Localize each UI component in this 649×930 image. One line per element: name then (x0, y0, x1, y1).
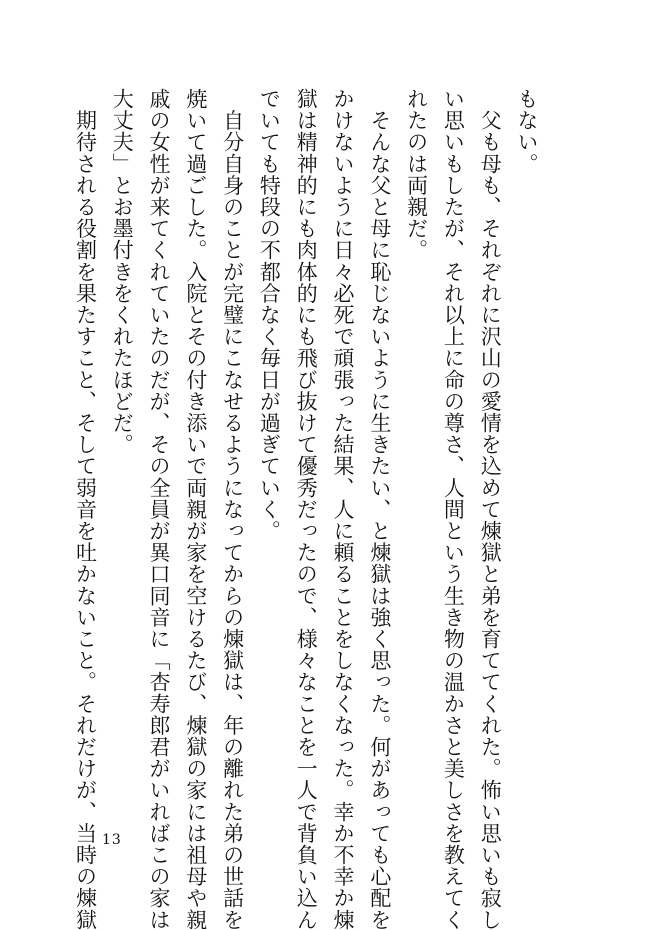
text-line: い思いもしたが、それ以上に命の尊さ、人間という生き物の温かさと美しさを教えてく (441, 88, 466, 930)
page-number: 13 (102, 832, 122, 848)
text-line: でいても特段の不都合なく毎日が過ぎていく。 (257, 88, 282, 542)
text-line: もない。 (515, 88, 539, 175)
text-line: れたのは両親だ。 (404, 88, 429, 261)
text-line: 父も母も、それぞれに沢山の愛情を込めて煉獄と弟を育ててくれた。怖い思いも寂し (478, 88, 503, 930)
text-line: そんな父と母に恥じないように生きたい、と煉獄は強く思った。何があっても心配を (367, 88, 392, 930)
text-line: 期待される役割を果たすこと、そして弱音を吐かないこと。それだけが、当時の煉獄 (73, 88, 98, 930)
text-line: 大丈夫」とお墨付きをくれたほどだ。 (110, 88, 135, 456)
text-line: 戚の女性が来てくれていたのだが、その全員が異口同音に「杏寿郎君がいればこの家は (147, 88, 172, 930)
text-line: かけないように日々必死で頑張った結果、人に頼ることをしなくなった。幸か不幸か煉 (331, 88, 356, 930)
text-line: 獄は精神的にも肉体的にも飛び抜けて優秀だったので、様々なことを一人で背負い込ん (294, 88, 319, 930)
text-line: 焼いて過ごした。入院とその付き添いで両親が家を空けるたび、煉獄の家には祖母や親 (183, 88, 208, 930)
text-line: 自分自身のことが完璧にこなせるようになってからの煉獄は、年の離れた弟の世話を (220, 88, 245, 930)
